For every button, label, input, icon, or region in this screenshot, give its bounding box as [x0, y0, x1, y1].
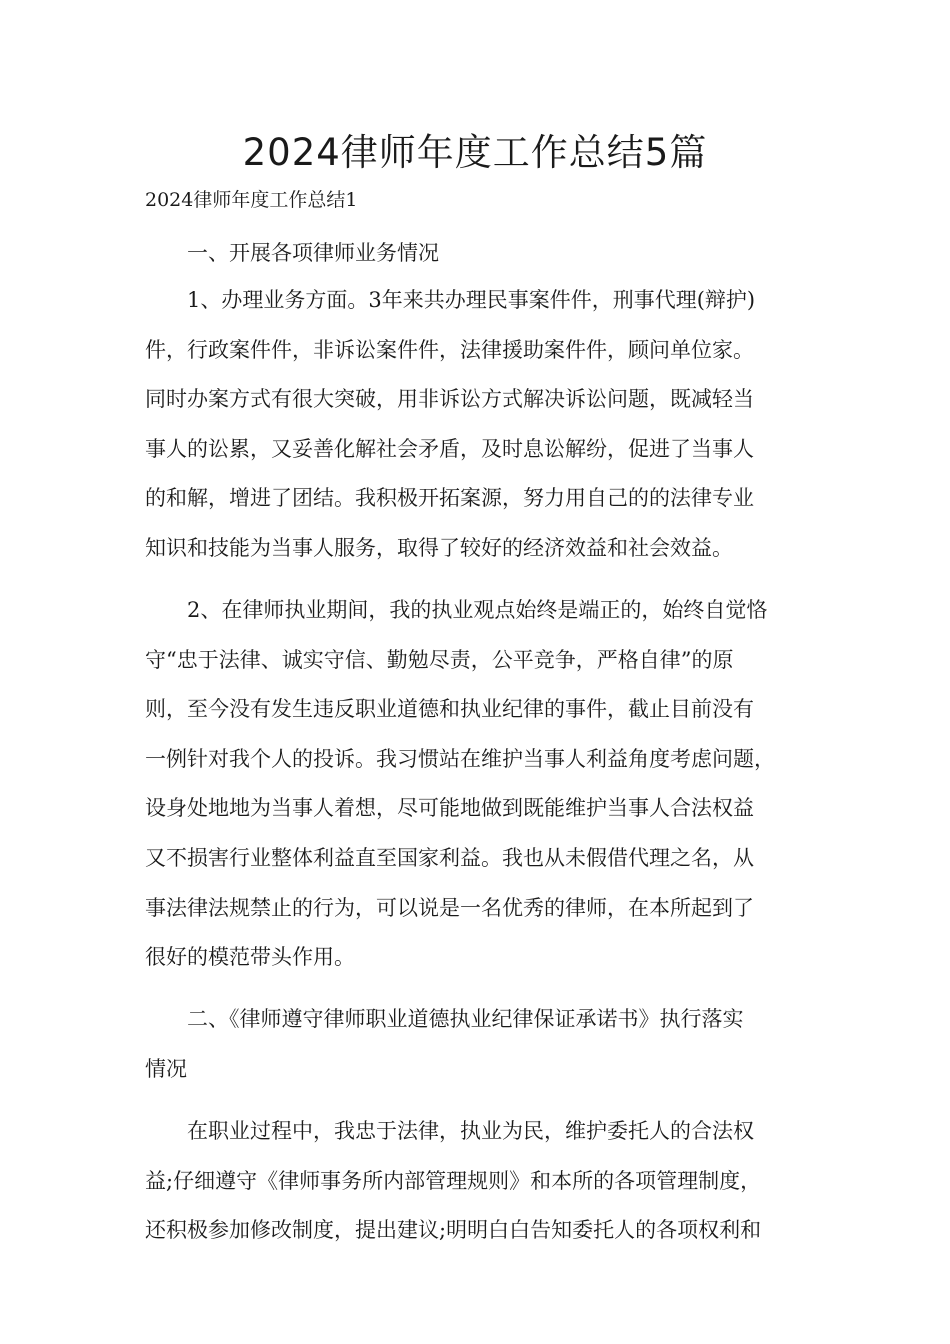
- paragraph-2: [145, 586, 810, 983]
- document-title: 2024律师年度工作总结5篇: [242, 131, 708, 174]
- document-subtitle: 2024律师年度工作总结1: [145, 189, 358, 211]
- paragraph-1-line: 事人的讼累，又妥善化解社会矛盾，及时息讼解纷，促进了当事人: [145, 436, 754, 461]
- document-body: [145, 236, 810, 1268]
- paragraph-1-line: 的和解，增进了团结。我积极开拓案源，努力用自己的的法律专业: [145, 486, 754, 511]
- paragraph-2-line: 很好的模范带头作用。: [145, 945, 355, 970]
- paragraph-3: [145, 1107, 810, 1256]
- section-heading-2-line: 情况: [145, 1056, 187, 1081]
- paragraph-1-line: 1、办理业务方面。3年来共办理民事案件件，刑事代理(辩护): [187, 288, 756, 312]
- section-heading-2: [145, 995, 810, 1094]
- section-heading-2-line: 二、《律师遵守律师职业道德执业纪律保证承诺书》执行落实: [187, 1007, 744, 1032]
- paragraph-3-line: 在职业过程中，我忠于法律，执业为民，维护委托人的合法权: [187, 1119, 754, 1143]
- paragraph-3-line: 还积极参加修改制度，提出建议;明明白白告知委托人的各项权利和: [145, 1218, 762, 1243]
- paragraph-2-line: 2、在律师执业期间，我的执业观点始终是端正的，始终自觉恪: [187, 598, 768, 623]
- paragraph-1-line: 同时办案方式有很大突破，用非诉讼方式解决诉讼问题，既减轻当: [145, 387, 754, 412]
- paragraph-2-line: 事法律法规禁止的行为，可以说是一名优秀的律师，在本所起到了: [145, 895, 754, 920]
- paragraph-2-line: 设身处地地为当事人着想，尽可能地做到既能维护当事人合法权益: [145, 796, 754, 821]
- paragraph-1: [145, 276, 810, 574]
- paragraph-2-line: 守“忠于法律、诚实守信、勤勉尽责，公平竞争，严格自律”的原: [145, 647, 734, 672]
- paragraph-3-line: 益;仔细遵守《律师事务所内部管理规则》和本所的各项管理制度，: [145, 1168, 762, 1193]
- paragraph-1-line: 知识和技能为当事人服务，取得了较好的经济效益和社会效益。: [145, 535, 733, 560]
- paragraph-2-line: 则，至今没有发生违反职业道德和执业纪律的事件，截止目前没有: [145, 697, 754, 722]
- section-heading-1: 一、开展各项律师业务情况: [187, 241, 439, 265]
- paragraph-1-line: 件，行政案件件，非诉讼案件件，法律援助案件件，顾问单位家。: [145, 337, 754, 362]
- paragraph-2-line: 一例针对我个人的投诉。我习惯站在维护当事人利益角度考虑问题，: [145, 746, 775, 771]
- paragraph-2-line: 又不损害行业整体利益直至国家利益。我也从未假借代理之名，从: [145, 846, 754, 871]
